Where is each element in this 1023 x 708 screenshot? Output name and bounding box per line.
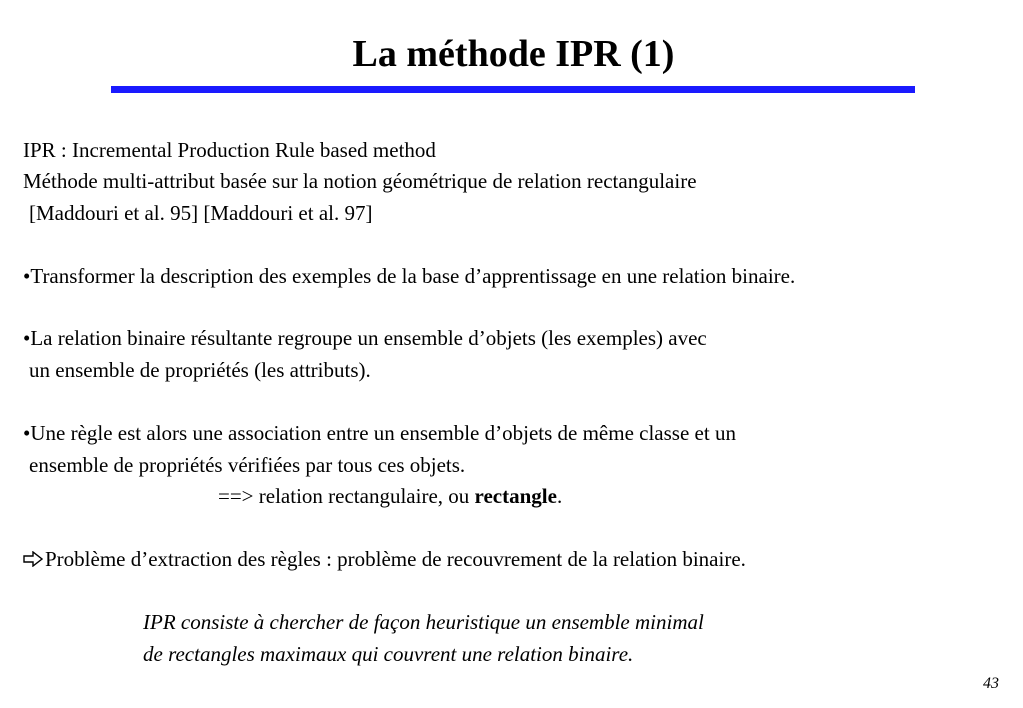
- bullet-binary-relation-line1: •La relation binaire résultante regroupe un ensemble d’objets (les exemples) avec: [23, 326, 707, 350]
- italic-summary-line1: IPR consiste à chercher de façon heuristique un ensemble minimal: [143, 610, 704, 634]
- text-line-references: [Maddouri et al. 95] [Maddouri et al. 97]: [29, 201, 373, 225]
- bullet-binary-relation-line2: un ensemble de propriétés (les attributs).: [29, 358, 371, 382]
- conclusion-suffix: .: [556, 484, 563, 508]
- conclusion-prefix: ==> relation rectangulaire, ou: [218, 484, 475, 508]
- arrow-right-outline-icon: [23, 551, 43, 567]
- text-line-method-description: Méthode multi-attribut basée sur la notion géométrique de relation rectangulaire: [23, 169, 697, 193]
- title-underline: [111, 86, 915, 93]
- problem-line: [23, 545, 746, 573]
- page-number: 43: [983, 675, 999, 692]
- slide-title: La méthode IPR (1): [352, 33, 675, 75]
- conclusion-line: [218, 482, 562, 510]
- bullet-transform: •Transformer la description des exemples de la base d’apprentissage en une relation binaire.: [23, 264, 796, 288]
- problem-text: Problème d’extraction des règles : problème de recouvrement de la relation binaire.: [45, 547, 746, 571]
- text-line-ipr-definition: IPR : Incremental Production Rule based method: [23, 138, 436, 162]
- bullet-rule-line2: ensemble de propriétés vérifiées par tous ces objets.: [29, 453, 466, 477]
- italic-summary-line2: de rectangles maximaux qui couvrent une relation binaire.: [143, 642, 634, 666]
- bullet-rule-line1: •Une règle est alors une association entre un ensemble d’objets de même classe et un: [23, 421, 736, 445]
- conclusion-bold-term: rectangle: [474, 484, 557, 508]
